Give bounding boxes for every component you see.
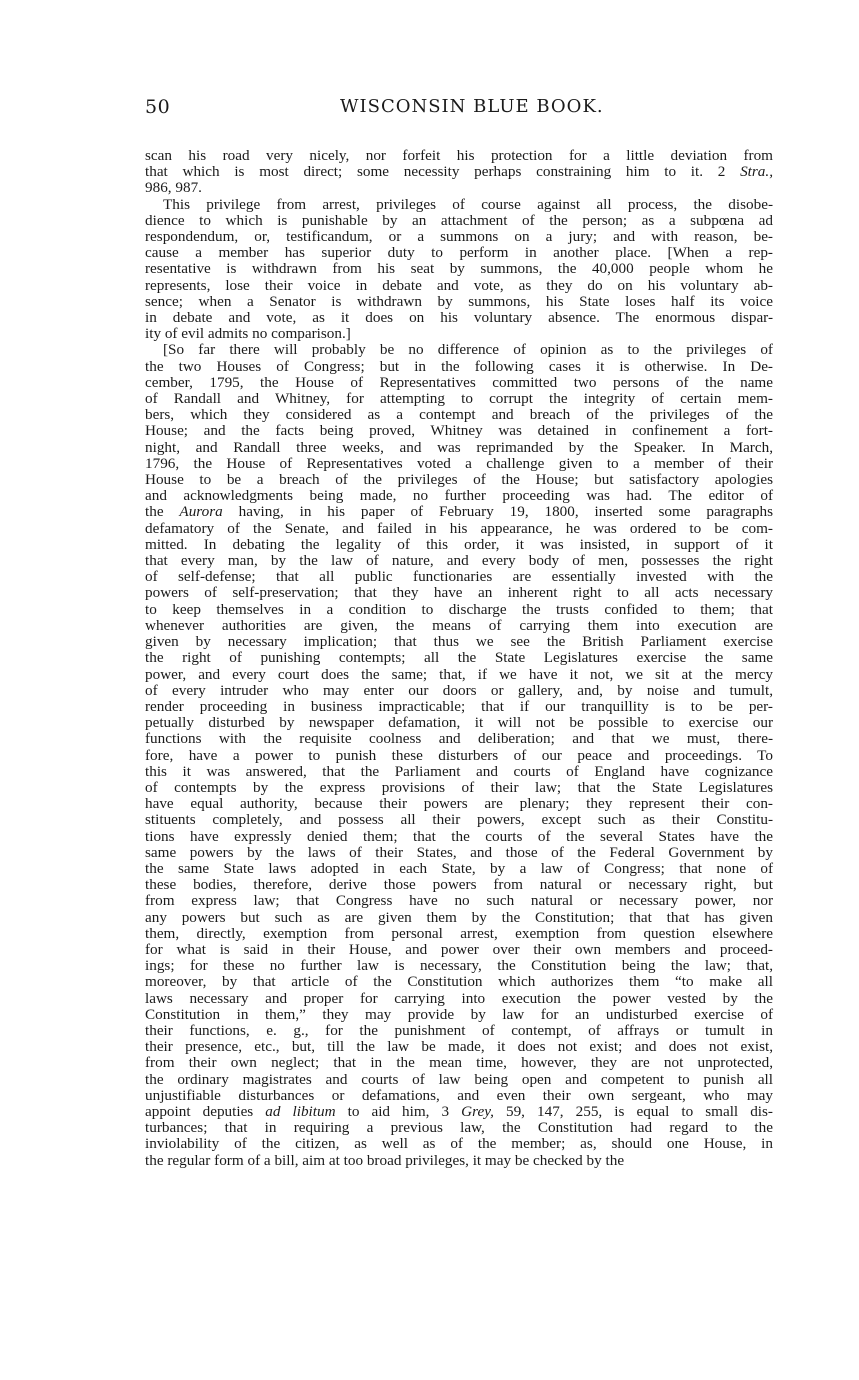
text-line: functions with the requisite coolness and deliberation; and that we must, there- (145, 730, 773, 748)
text-line: defamatory of the Senate, and failed in his appearance, he was ordered to be com- (145, 519, 773, 537)
text-line: given by necessary implication; that thus we see the British Parliament exercise (145, 633, 773, 651)
text-line: the two Houses of Congress; but in the following cases it is otherwise. In De- (145, 357, 773, 375)
text-line: this it was answered, that the Parliament and courts of England have cognizance (145, 762, 773, 780)
book-title: WISCONSIN BLUE BOOK. (340, 96, 604, 117)
text-line: bers, which they considered as a contempt and breach of the privileges of the (145, 406, 773, 424)
text-line: inviolability of the citizen, as well as of the member; as, should one House, in (145, 1135, 773, 1153)
text-line: laws necessary and proper for carrying into execution the power vested by the (145, 989, 773, 1007)
text-line: of every intruder who may enter our doors or gallery, and, by noise and tumult, (145, 681, 773, 699)
text-line: any powers but such as are given them by the Constitution; that that has given (145, 908, 773, 926)
body-text (145, 148, 773, 1169)
text-line: 1796, the House of Representatives voted a challenge given to a member of their (145, 454, 773, 472)
text-line: their presence, etc., but, till the law be made, it does not exist; and does not exist, (145, 1038, 773, 1056)
text-line: 986, 987. (145, 179, 202, 197)
text-line: House; and the facts being proved, Whitney was detained in confinement a fort- (145, 422, 773, 440)
page-number: 50 (145, 96, 171, 118)
text-line: resentative is withdrawn from his seat by summons, the 40,000 people whom he (145, 260, 773, 278)
text-line: of contempts by the express provisions of their law; that the State Legislatures (145, 778, 773, 796)
text-line: of self-defense; that all public functionaries are essentially invested with the (145, 568, 773, 586)
text-line: represents, lose their voice in debate and vote, as they do on his voluntary ab- (145, 276, 773, 294)
text-line: their functions, e. g., for the punishment of contempt, of affrays or tumult in (145, 1021, 773, 1039)
text-line: turbances; that in requiring a previous law, the Constitution had regard to the (145, 1119, 773, 1137)
text-line: ity of evil admits no comparison.] (145, 325, 351, 343)
text-line: them, directly, exemption from personal arrest, exemption from question elsewhere (145, 924, 773, 942)
text-line: ings; for these no further law is necessary, the Constitution being the law; that, (145, 957, 773, 975)
text-line: of Randall and Whitney, for attempting to corrupt the integrity of certain mem- (145, 390, 773, 408)
text-line: unjustifiable disturbances or defamations, and even their own sergeant, who may (145, 1086, 773, 1104)
text-line: that every man, by the law of nature, and every body of men, possesses the right (145, 552, 773, 570)
text-line: powers of self-preservation; that they have an inherent right to all acts necessary (145, 584, 773, 602)
text-line: the Aurora having, in his paper of February 19, 1800, inserted some paragraphs (145, 503, 773, 521)
text-line: [So far there will probably be no difference of opinion as to the privileges of (163, 341, 773, 359)
text-line: appoint deputies ad libitum to aid him, 3 Grey, 59, 147, 255, is equal to small dis- (145, 1102, 773, 1120)
text-line: respondendum, or, testificandum, or a summons on a jury; and with reason, be- (145, 228, 773, 246)
text-line: the regular form of a bill, aim at too broad privileges, it may be checked by the (145, 1151, 625, 1169)
text-line: same powers by the laws of their States, and those of the Federal Government by (145, 843, 773, 861)
text-line: and acknowledgments being made, no further proceeding was had. The editor of (145, 487, 773, 505)
text-line: mitted. In debating the legality of this order, it was insisted, in support of it (145, 535, 773, 553)
text-line: to keep themselves in a condition to discharge the trusts confided to them; that (145, 600, 773, 618)
text-line: whenever authorities are given, the means of carrying them into execution are (145, 616, 773, 634)
text-line: Constitution in them,” they may provide by law for an undisturbed exercise of (145, 1005, 773, 1023)
text-line: for what is said in their House, and power over their own members and proceed- (145, 940, 773, 958)
text-line: tions have expressly denied them; that the courts of the several States have the (145, 827, 773, 845)
text-line: House to be a breach of the privileges of the House; but satisfactory apologies (145, 471, 773, 489)
text-line: that which is most direct; some necessity perhaps constraining him to it. 2 Stra., (145, 163, 773, 181)
text-line: petually disturbed by newspaper defamation, it will not be possible to exercise our (145, 714, 773, 732)
text-line: the same State laws adopted in each State, by a law of Congress; that none of (145, 859, 773, 877)
text-line: cember, 1795, the House of Representatives committed two persons of the name (145, 373, 773, 391)
text-line: fore, have a power to punish these disturbers of our peace and proceedings. To (145, 746, 773, 764)
running-head (145, 96, 775, 124)
text-line: cause a member has superior duty to perform in another place. [When a rep- (145, 244, 773, 262)
text-line: stituents completely, and possess all their powers, except such as their Constitu- (145, 811, 773, 829)
text-line: in debate and vote, as it does on his voluntary absence. The enormous dispar- (145, 309, 773, 327)
text-line: these bodies, therefore, derive those powers from natural or necessary right, but (145, 876, 773, 894)
text-line: sence; when a Senator is withdrawn by summons, his State loses half its voice (145, 292, 773, 310)
text-line: dience to which is punishable by an attachment of the person; as a subpœna ad (145, 211, 773, 229)
text-line: scan his road very nicely, nor forfeit his protection for a little deviation from (145, 147, 773, 164)
text-line: the ordinary magistrates and courts of law being open and competent to punish all (145, 1070, 773, 1088)
text-line: from their own neglect; that in the mean time, however, they are not unprotected, (145, 1054, 773, 1072)
text-line: from express law; that Congress have no such natural or necessary power, nor (145, 892, 773, 910)
text-line: night, and Randall three weeks, and was reprimanded by the Speaker. In March, (145, 438, 773, 456)
text-line: power, and every court does the same; that, if we have it not, we sit at the mercy (145, 665, 773, 683)
text-line: moreover, by that article of the Constitution which authorizes them “to make all (145, 973, 773, 991)
text-line: the right of punishing contempts; all the State Legislatures exercise the same (145, 649, 773, 667)
text-line: have equal authority, because their powers are plenary; they represent their con- (145, 795, 773, 813)
text-line: render proceeding in business impracticable; that if our tranquillity is to be per- (145, 697, 773, 715)
text-line: This privilege from arrest, privileges of course against all process, the disobe- (163, 195, 773, 213)
